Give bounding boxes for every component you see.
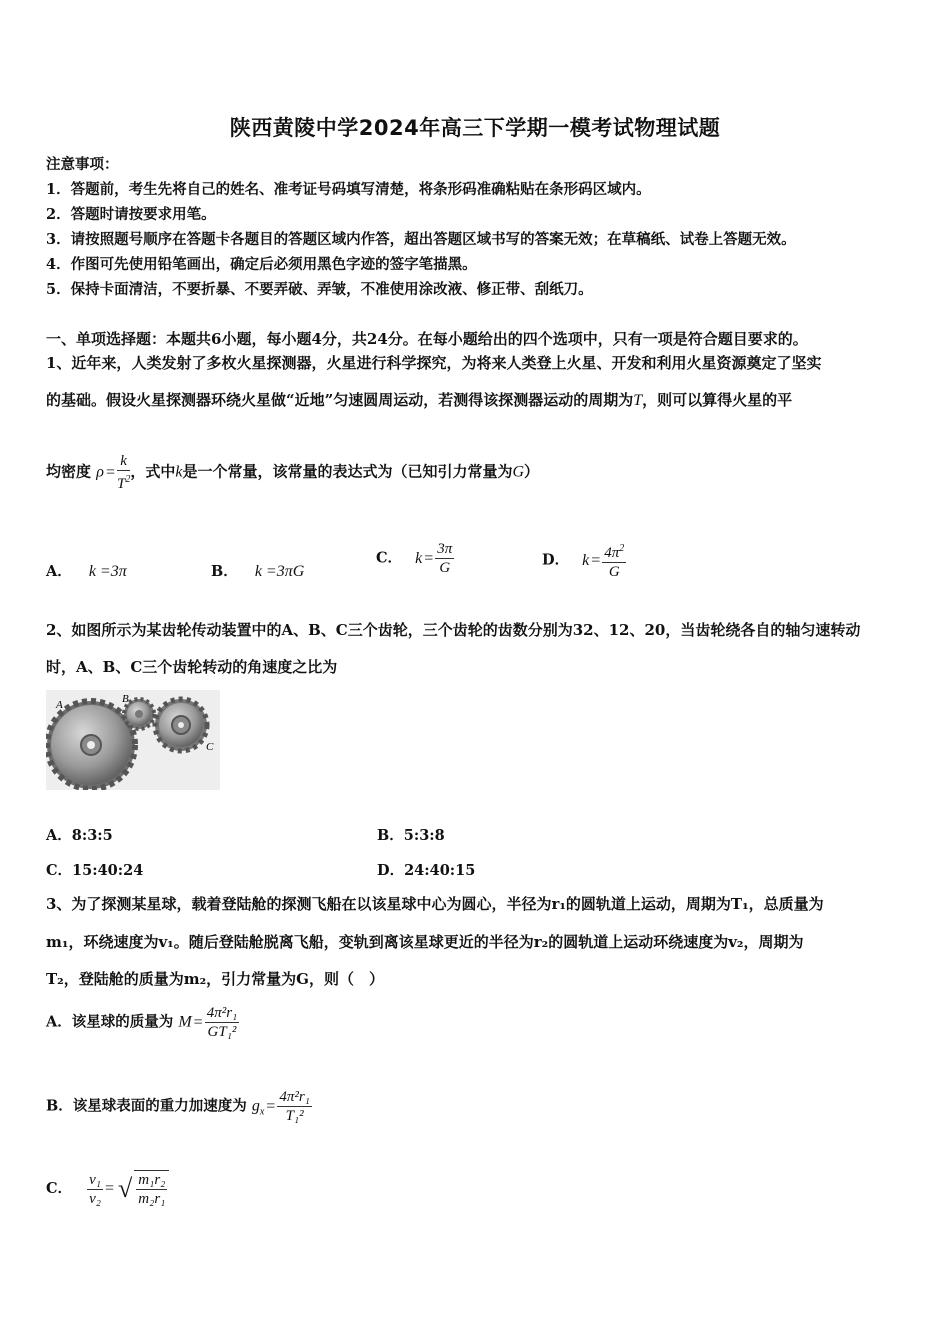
gear-figure [46, 690, 220, 790]
q3-line: m₁，环绕速度为v₁。随后登陆舱脱离飞船，变轨到离该星球更近的半径为r₂的圆轨道上运动环绕速度为v₂，周期为 [46, 933, 804, 951]
option-label: B． [211, 563, 238, 580]
frac-den: G [608, 564, 620, 580]
q1-option-c[interactable]: C． k = $\frac{3\pi}{G}$ [376, 541, 453, 576]
gear-label-b: B [122, 693, 129, 705]
frac-den: m₂r₁ [138, 1191, 166, 1207]
q3-option-c[interactable]: C． $\frac{\text{v₁}}{\text{v₂}}$ = √ $\frac{\text{m₁r₂}}{\text{m₂r₁}}$ [46, 1170, 169, 1208]
q3-line: T₂，登陆舱的质量为m₂，引力常量为G，则（ ） [46, 970, 384, 988]
q1-option-b[interactable] [211, 560, 304, 581]
option-rhs-fraction [134, 1170, 169, 1208]
option-lhs-fraction [87, 1171, 103, 1208]
frac-num: 4π²r₁ [206, 1005, 238, 1021]
q1-var-rho: ρ [96, 463, 104, 481]
q1-var-k: k [175, 463, 183, 481]
q3-option-a[interactable]: A．该星球的质量为 M = $\frac{\text{4π²r₁}}{\text{GT₁²}}$ [46, 1005, 238, 1040]
frac-den: T₁² [285, 1108, 304, 1124]
num-exp: 2 [619, 543, 625, 554]
option-label: A． [46, 1013, 72, 1031]
option-lhs: k [415, 549, 423, 567]
page-title: 陕西黄陵中学2024年高三下学期一模考试物理试题 [229, 116, 721, 140]
q3-line: 3、为了探测某星球，载着登陆舱的探测飞船在以该星球中心为圆心，半径为r₁的圆轨道上运动，周期为T₁，总质量为 [46, 895, 824, 913]
option-value: 15:40:24 [72, 862, 144, 879]
notes-heading: 注意事项： [46, 156, 119, 173]
frac-num [602, 540, 626, 563]
option-text: 该星球表面的重力加速度为 [72, 1097, 247, 1115]
option-label: D． [542, 551, 570, 569]
option-label: B． [46, 1097, 73, 1115]
option-label: A． [46, 827, 72, 844]
option-label: A． [46, 563, 72, 580]
q2-line: 时，A、B、C三个齿轮转动的角速度之比为 [46, 658, 338, 676]
q1-text: 均密度 [46, 462, 92, 481]
q1-line: 1、近年来，人类发射了多枚火星探测器，火星进行科学探究，为将来人类登上火星、开发和利用火星资源奠定了坚实 [46, 354, 822, 372]
option-lhs: k [582, 551, 590, 569]
option-label: B． [377, 827, 404, 844]
option-fraction [205, 1004, 240, 1041]
q1-var-G: G [512, 463, 525, 481]
option-value: 24:40:15 [404, 862, 476, 879]
q1-text: 是一个常量，该常量的表达式为（已知引力常量为 [182, 462, 513, 481]
frac-num: 4π²r₁ [279, 1089, 310, 1105]
option-value: 5:3:8 [403, 827, 445, 844]
q2-option-d[interactable] [377, 859, 475, 880]
option-label: C． [46, 1180, 73, 1197]
gear-label-a: A [56, 699, 63, 711]
q1-line [46, 389, 792, 410]
option-label: C． [46, 862, 73, 879]
den-exp: 2 [125, 474, 131, 485]
q2-option-c[interactable] [46, 859, 143, 880]
note-item: 2．答题时请按要求用笔。 [46, 206, 216, 223]
note-item: 5．保持卡面清洁，不要折暴、不要弄破、弄皱，不准使用涂改液、修正带、刮纸刀。 [46, 281, 593, 298]
option-lhs-sub: x [259, 1106, 265, 1118]
option-fraction [602, 540, 626, 581]
gears-illustration [46, 690, 220, 790]
frac-num: 3π [437, 541, 453, 557]
q1-option-a[interactable] [46, 560, 127, 581]
frac-den: G [439, 560, 451, 576]
option-value: 8:3:5 [71, 827, 113, 844]
option-expr: k =3πG [254, 563, 305, 580]
q2-line: 2、如图所示为某齿轮传动装置中的A、B、C三个齿轮，三个齿轮的齿数分别为32、12、20，当齿轮绕各自的轴匀速转动 [46, 621, 861, 639]
q1-density-line: 均密度 ρ = $\frac{k}{T^2}$ ，式中k是一个常量，该常量的表达式为（已知引力常量为G） [46, 453, 540, 492]
frac-num: k [117, 452, 130, 471]
q1-text: ，则可以算得火星的平 [642, 391, 793, 409]
gear-a-icon [47, 701, 135, 789]
option-lhs: g [251, 1097, 260, 1115]
option-fraction [277, 1088, 312, 1125]
option-expr: k =3π [88, 563, 127, 580]
q1-text: ） [524, 462, 540, 481]
num-base: 4π [604, 545, 620, 561]
note-item: 4．作图可先使用铅笔画出，确定后必须用黑色字迹的签字笔描黑。 [46, 256, 477, 273]
q2-option-a[interactable] [46, 824, 113, 845]
q2-option-b[interactable] [377, 824, 445, 845]
note-item: 1．答题前，考生先将自己的姓名、准考证号码填写清楚，将条形码准确粘贴在条形码区域内。 [46, 181, 651, 198]
option-label: C． [376, 549, 403, 567]
frac-den [117, 471, 130, 493]
option-text: 该星球的质量为 [71, 1013, 174, 1031]
q1-density-fraction [117, 452, 130, 493]
frac-num: v₁ [89, 1171, 101, 1188]
option-lhs: M [178, 1013, 192, 1031]
q1-text: 的基础。假设火星探测器环绕火星做“近地”匀速圆周运动，若测得该探测器运动的周期为 [46, 391, 634, 409]
note-item: 3．请按照题号顺序在答题卡各题目的答题区域内作答，超出答题区域书写的答案无效；在草稿纸、试卷上答题无效。 [46, 231, 796, 248]
option-fraction [435, 540, 454, 577]
frac-den: v₂ [89, 1190, 101, 1207]
option-label: D． [377, 862, 405, 879]
q1-option-d[interactable]: D． k = $\frac{4\pi^2}{G}$ [542, 540, 626, 581]
gear-c-icon [155, 699, 207, 751]
q3-option-b[interactable]: B．该星球表面的重力加速度为 $g_x$ = $\frac{\text{4π²r₁}}{\text{T₁²}}$ [46, 1089, 310, 1124]
q1-text: ，式中 [130, 462, 176, 481]
sqrt-icon: √ [118, 1174, 133, 1203]
q1-var-T: T [633, 392, 643, 409]
frac-num: m₁r₂ [138, 1172, 166, 1188]
den-var: T [116, 476, 126, 492]
section-heading: 一、单项选择题：本题共6小题，每小题4分，共24分。在每小题给出的四个选项中，只有一项是符合题目要求的。 [46, 330, 808, 348]
frac-den: GT₁² [207, 1024, 237, 1040]
gear-label-c: C [206, 741, 214, 753]
